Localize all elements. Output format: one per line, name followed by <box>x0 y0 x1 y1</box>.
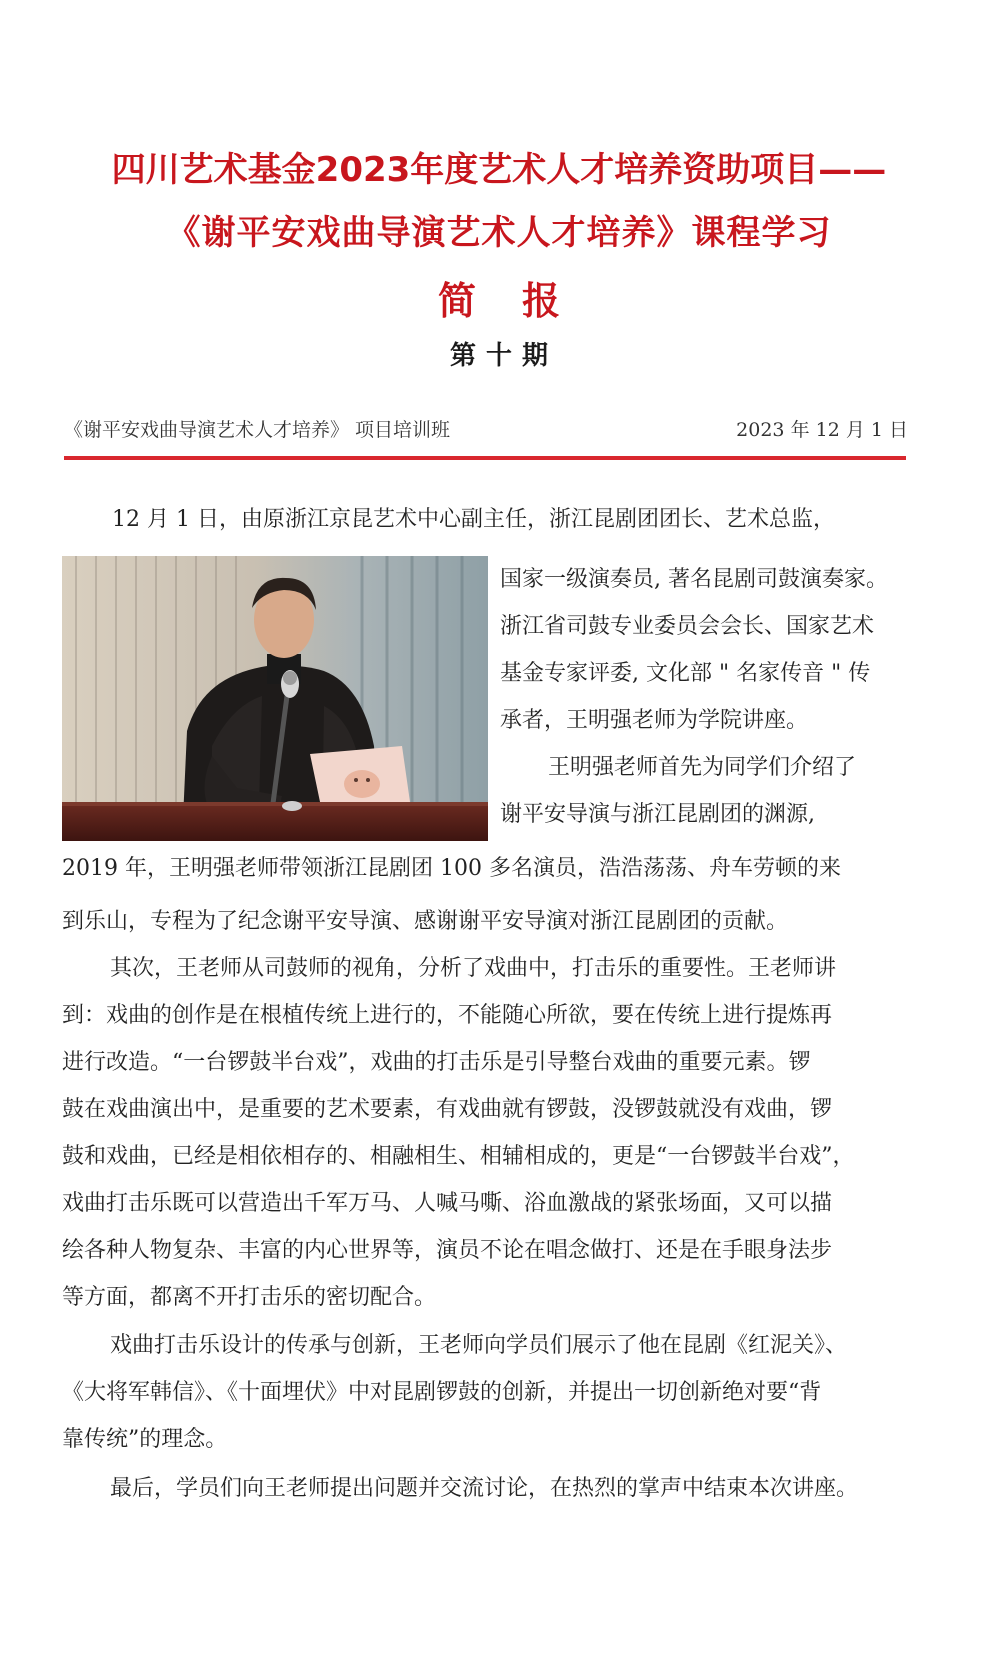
header-divider <box>64 456 906 460</box>
paragraph-4 <box>62 1322 847 1463</box>
text-line: 12 月 1 日，由原浙江京昆艺术中心副主任，浙江昆剧团团长、艺术总监， <box>112 507 835 532</box>
text-line: 基金专家评委, 文化部 " 名家传音 " 传 <box>500 661 871 686</box>
title-line-2: 《谢平安戏曲导演艺术人才培养》课程学习 <box>166 213 832 253</box>
text-line: 谢平安导演与浙江昆剧团的渊源, <box>500 802 815 827</box>
text-line: 靠传统”的理念。 <box>62 1427 228 1452</box>
paragraph-1-continued <box>500 556 888 744</box>
paragraph-1-intro <box>112 496 835 543</box>
text-line: 浙江省司鼓专业委员会会长、国家艺术 <box>500 614 875 639</box>
text-line: 鼓和戏曲，已经是相依相存的、相融相生、相辅相成的，更是“一台锣鼓半台戏”， <box>62 1144 855 1169</box>
text-line: 戏曲打击乐既可以营造出千军万马、人喊马嘶、浴血激战的紧张场面，又可以描 <box>62 1191 833 1216</box>
text-line: 戏曲打击乐设计的传承与创新，王老师向学员们展示了他在昆剧《红泥关》、 <box>110 1333 848 1358</box>
text-line: 到乐山，专程为了纪念谢平安导演、感谢谢平安导演对浙江昆剧团的贡献。 <box>62 909 789 934</box>
issue-number: 第十期 <box>449 341 558 371</box>
title-line-3: 简报 <box>437 279 606 323</box>
text-line: 承者，王明强老师为学院讲座。 <box>500 708 809 733</box>
title-line-1: 四川艺术基金2023年度艺术人才培养资助项目—— <box>111 150 887 190</box>
paragraph-2-end <box>62 898 788 945</box>
text-line: 进行改造。“一台锣鼓半台戏”，戏曲的打击乐是引导整台戏曲的重要元素。锣 <box>62 1050 811 1075</box>
paragraph-5 <box>110 1465 858 1512</box>
text-line: 国家一级演奏员, 著名昆剧司鼓演奏家。 <box>500 567 888 592</box>
text-line: 2019 年，王明强老师带领浙江昆剧团 100 多名演员，浩浩荡荡、舟车劳顿的来 <box>62 856 841 881</box>
program-name: 《谢平安戏曲导演艺术人才培养》 项目培训班 <box>64 419 451 441</box>
publish-date: 2023 年 12 月 1 日 <box>736 419 908 441</box>
text-line: 王明强老师首先为同学们介绍了 <box>548 755 857 780</box>
text-line: 《大将军韩信》、《十面埋伏》中对昆剧锣鼓的创新，并提出一切创新绝对要“背 <box>62 1380 822 1405</box>
lecture-photo <box>62 556 488 841</box>
paragraph-2-second <box>500 791 815 838</box>
lecture-photo-icon <box>62 556 488 841</box>
paragraph-3 <box>62 945 855 1321</box>
text-line: 到：戏曲的创作是在根植传统上进行的，不能随心所欲，要在传统上进行提炼再 <box>62 1003 833 1028</box>
text-line: 其次，王老师从司鼓师的视角，分析了戏曲中，打击乐的重要性。王老师讲 <box>110 956 837 981</box>
text-line: 等方面，都离不开打击乐的密切配合。 <box>62 1285 437 1310</box>
text-line: 鼓在戏曲演出中，是重要的艺术要素，有戏曲就有锣鼓，没锣鼓就没有戏曲，锣 <box>62 1097 833 1122</box>
paragraph-2-start <box>548 744 856 791</box>
text-line: 绘各种人物复杂、丰富的内心世界等，演员不论在唱念做打、还是在手眼身法步 <box>62 1238 833 1263</box>
paragraph-2-continued <box>62 845 841 892</box>
text-line: 最后，学员们向王老师提出问题并交流讨论，在热烈的掌声中结束本次讲座。 <box>110 1476 859 1501</box>
